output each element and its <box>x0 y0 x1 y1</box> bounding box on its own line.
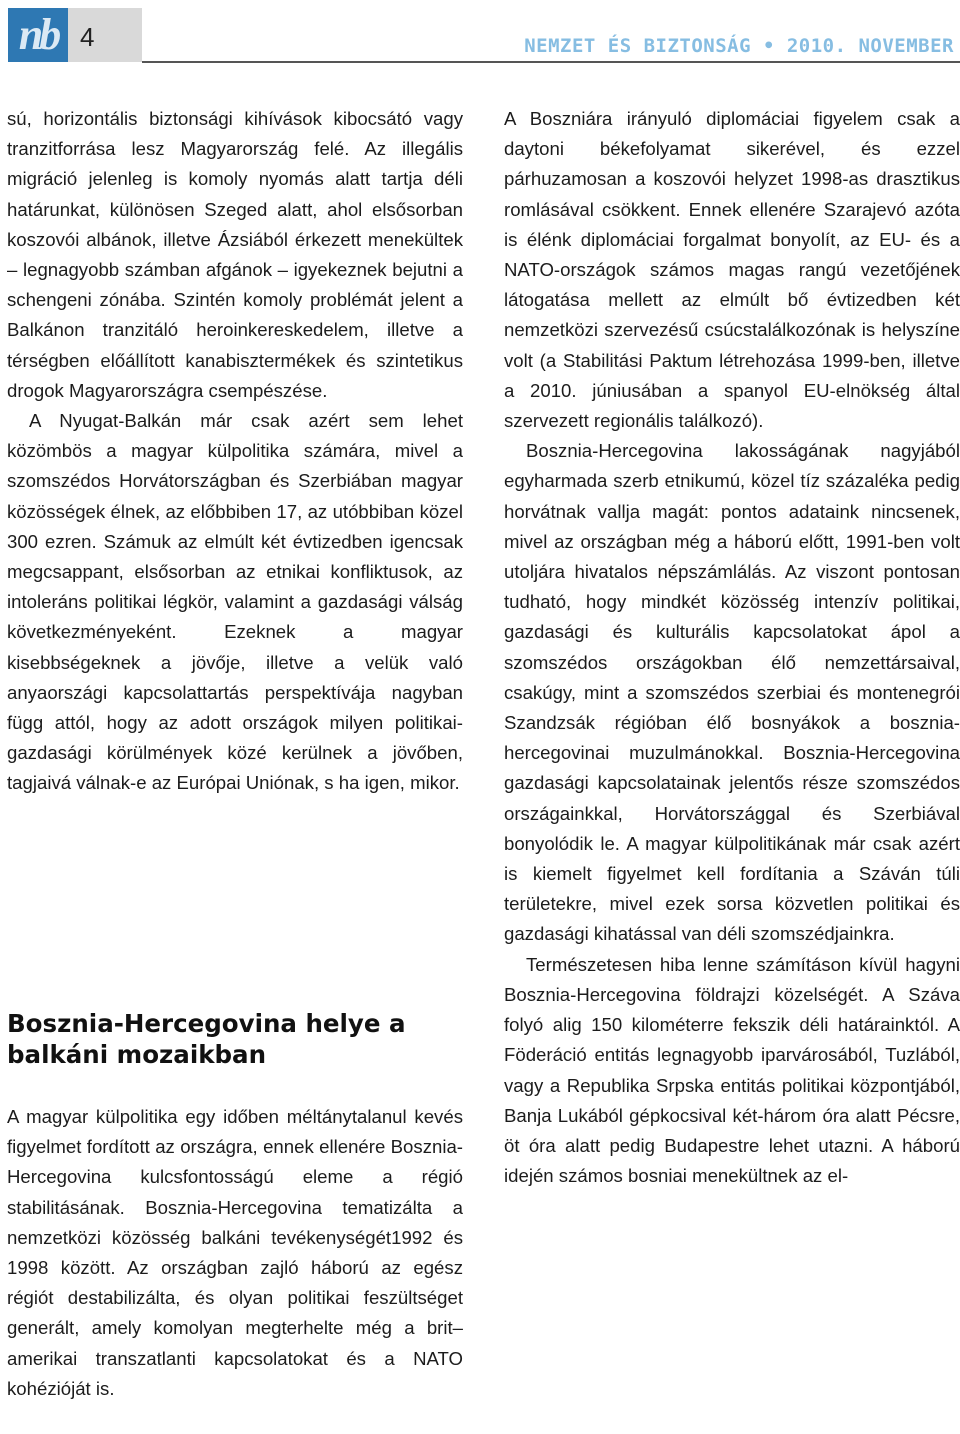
page-number: 4 <box>80 22 95 52</box>
left-paragraph-1: sú, horizontális biztonsági kihívások kibocsátó vagy tranzitforrása lesz Magyarország felé. Az illegális migráció jelenleg is komoly nyomás alatt tartja déli határunkat, különösen Szeged alatt, ahol elsősorban koszovói albánok, illetve Ázsiából érkezett menekültek – legnagyobb számban afgánok – igyekeznek bejutni a schengeni zónába. Szintén komoly problémát jelent a Balkánon tranzitáló heroinkereskedelem, illetve a térségben előállított kanabisztermékek és szintetikus drogok Magyarországra csempészése. <box>7 108 463 401</box>
section-heading: Bosznia-Hercegovina helye a balkáni mozaikban <box>7 1009 406 1069</box>
section-paragraph: A magyar külpolitika egy időben méltánytalanul kevés figyelmet fordított az országra, ennek ellenére Bosznia-Hercegovina kulcsfontosságú eleme a régió stabilitásának. Bosznia-Hercegovina tematizálta a nemzetközi közösség balkáni tevékenységét1992 és 1998 között. Az országban zajló háború az egész régiót destabilizálta, és olyan politikai feszültséget generált, amely komolyan megterhelte még a brit–amerikai transzatlanti kapcsolatokat és a NATO kohézióját is. <box>7 1106 463 1399</box>
right-paragraph-1: A Boszniára irányuló diplomáciai figyelem csak a daytoni békefolyamat sikerével, és ezzel párhuzamosan a koszovói helyzet 1998-as drasztikus romlásával csökkent. Ennek ellenére Szarajevó azóta is élénk diplomáciai forgalmat bonyolít, az EU- és a NATO-országok számos magas rangú vezetőjének látogatása mellett az elmúlt bő évtizedben két nemzetközi szervezésű csúcstalálkozónak is helyszíne volt (a Stabilitási Paktum létrehozása 1999-ben, illetve a 2010. júniusában a spanyol EU-elnökség által szervezett regionális találkozó). <box>504 108 960 432</box>
running-header-title: NEMZET ÉS BIZTONSÁG • 2010. NOVEMBER <box>524 35 954 57</box>
header-rule <box>142 61 960 63</box>
publication-logo <box>8 8 68 62</box>
left-column-section <box>7 1102 463 1404</box>
left-column <box>7 104 463 799</box>
page-header <box>0 0 960 64</box>
page-number-box <box>68 8 142 62</box>
right-column <box>504 104 960 1191</box>
right-paragraph-2: Bosznia-Hercegovina lakosságának nagyjából egyharmada szerb etnikumú, közel tíz százaléka pedig horvátnak vallja magát: pontos adataink nincsenek, mivel az országban még a háború előtt, 1991-ben volt utoljára hivatalos népszámlálás. Az viszont pontosan tudható, hogy mindkét közösség intenzív politikai, gazdasági és kulturális kapcsolatokat ápol a szomszédos országokban élő nemzettársaival, csakúgy, mint a szomszédos szerbiai és montenegrói Szandzsák régióban élő bosnyákok a bosznia-hercegovinai muzulmánokkal. Bosznia-Hercegovina gazdasági kapcsolatainak jelentős része szomszédos országainkkal, Horvátországgal és Szerbiával bonyolódik le. A magyar külpolitikának már csak azért is kiemelt figyelmet kell fordítania a Száván túli területekre, mivel ezek sorsa közvetlen politikai és gazdasági kihatással van déli szomszédjainkra. <box>504 440 960 945</box>
left-paragraph-2: A Nyugat-Balkán már csak azért sem lehet közömbös a magyar külpolitika számára, mivel a szomszédos Horvátországban és Szerbiában magyar közösségek élnek, az előbbiben 17, az utóbbiban közel 300 ezren. Számuk az elmúlt két évtizedben igencsak megcsappant, elsősorban az etnikai konfliktusok, az intoleráns politikai légkör, valamint a gazdasági válság következményeként. Ezeknek a magyar kisebbségeknek a jövője, illetve a velük való anyaországi kapcsolattartás perspektívája nagyban függ attól, hogy az adott országok milyen politikai-gazdasági körülmények közé kerülnek a jövőben, tagjaivá válnak-e az Európai Uniónak, s ha igen, mikor. <box>7 410 463 794</box>
logo-mark: nb <box>18 10 58 59</box>
right-paragraph-3: Természetesen hiba lenne számításon kívül hagyni Bosznia-Hercegovina földrajzi közelségét. A Száva folyó alig 150 kilométerre fekszik déli határainktól. A Föderáció entitás legnagyobb iparvárosából, Tuzlából, vagy a Republika Srpska entitás politikai központjából, Banja Lukából gépkocsival két-három óra alatt Pécsre, öt óra alatt pedig Budapestre lehet utazni. A háború idején számos bosniai menekültnek az el- <box>504 953 960 1187</box>
